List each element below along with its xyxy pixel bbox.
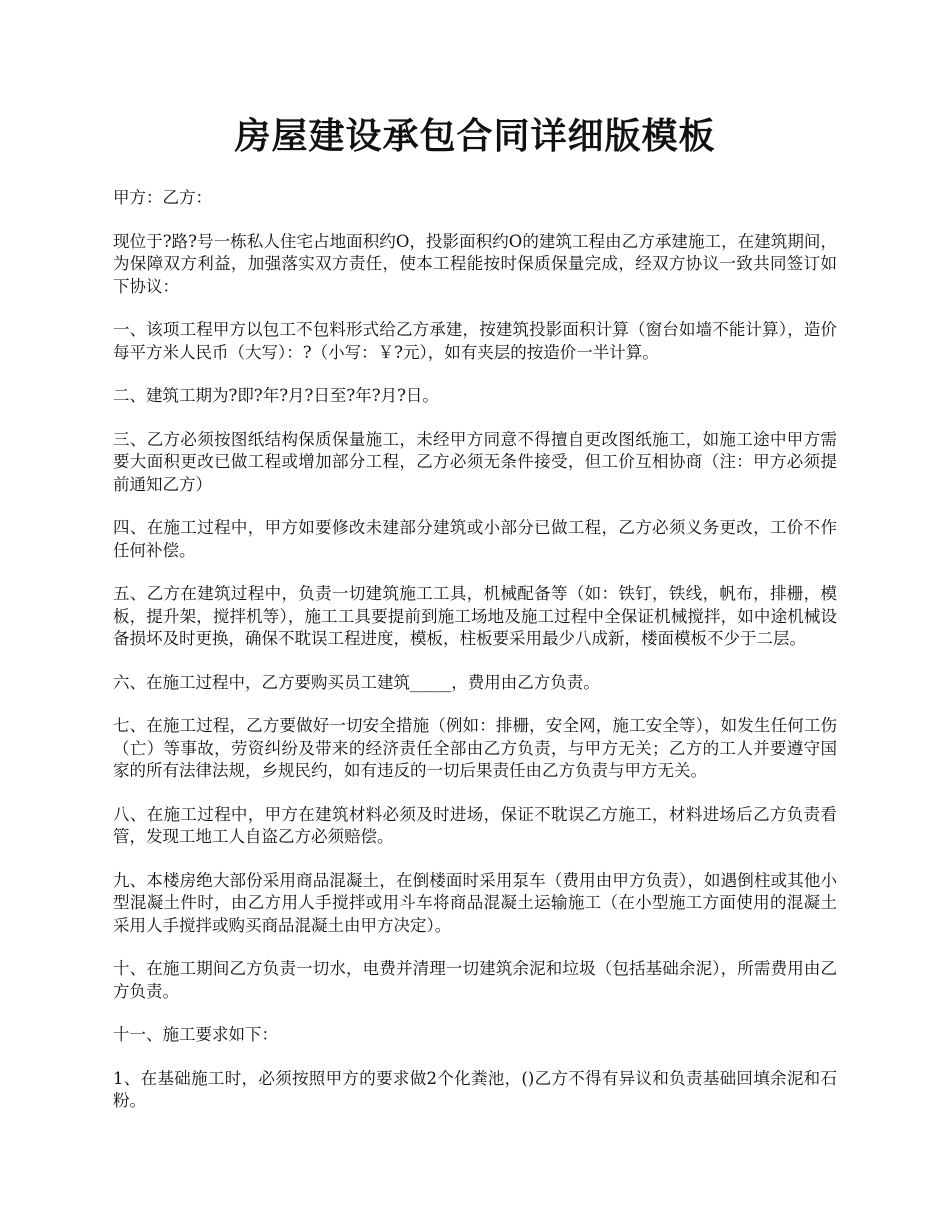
clause-11-heading: 十一、施工要求如下： [113, 1025, 278, 1044]
clause-9: 九、本楼房绝大部份采用商品混凝土，在倒楼面时采用泵车（费用由甲方负责），如遇倒柱或其他小型混凝土件时，由乙方用人手搅拌或用斗车将商品混凝土运输施工（在小型施工方面使用的混凝土采用人手搅拌或购买商品混凝土由甲方决定）。 [113, 870, 837, 935]
clause-11-item-1: 1、在基础施工时，必须按照甲方的要求做2个化粪池，()乙方不得有异议和负责基础回填余泥和石粉。 [113, 1068, 837, 1110]
clause-4: 四、在施工过程中，甲方如要修改未建部分建筑或小部分已做工程，乙方必须义务更改，工价不作任何补偿。 [113, 518, 837, 560]
clause-8: 八、在施工过程中，甲方在建筑材料必须及时进场，保证不耽误乙方施工，材料进场后乙方负责看管，发现工地工人自盗乙方必须赔偿。 [113, 804, 837, 846]
document-title: 房屋建设承包合同详细版模板 [234, 115, 716, 157]
clause-1: 一、该项工程甲方以包工不包料形式给乙方承建，按建筑投影面积计算（窗台如墙不能计算），造价每平方米人民币（大写）：?（小写：￥?元），如有夹层的按造价一半计算。 [113, 320, 837, 362]
clause-10: 十、在施工期间乙方负责一切水，电费并清理一切建筑余泥和垃圾（包括基础余泥），所需费用由乙方负责。 [113, 959, 837, 1001]
clause-5: 五、乙方在建筑过程中，负责一切建筑施工工具，机械配备等（如：铁钉，铁线，帆布，排栅，模板，提升架，搅拌机等），施工工具要提前到施工场地及施工过程中全保证机械搅拌，如中途机械设备损坏及时更换，确保不耽误工程进度，模板，柱板要采用最少八成新，楼面模板不少于二层。 [113, 584, 837, 648]
clause-6: 六、在施工过程中，乙方要购买员工建筑_____，费用由乙方负责。 [113, 672, 600, 692]
parties-line: 甲方：乙方： [113, 188, 212, 207]
clause-7: 七、在施工过程，乙方要做好一切安全措施（例如：排栅，安全网，施工安全等），如发生任何工伤（亡）等事故，劳资纠纷及带来的经济责任全部由乙方负责，与甲方无关；乙方的工人并要遵守国家的所有法律法规，乡规民约，如有违反的一切后果责任由乙方负责与甲方无关。 [113, 716, 837, 780]
clause-3: 三、乙方必须按图纸结构保质保量施工，未经甲方同意不得擅自更改图纸施工，如施工途中甲方需要大面积更改已做工程或增加部分工程，乙方必须无条件接受，但工价互相协商（注：甲方必须提前通知乙方） [113, 429, 837, 494]
preamble-paragraph: 现位于?路?号一栋私人住宅占地面积约O，投影面积约O的建筑工程由乙方承建施工，在建筑期间，为保障双方利益，加强落实双方责任，使本工程能按时保质保量完成，经双方协议一致共同签订如下协议： [113, 231, 837, 296]
clause-2: 二、建筑工期为?即?年?月?日至?年?月?日。 [113, 386, 439, 405]
